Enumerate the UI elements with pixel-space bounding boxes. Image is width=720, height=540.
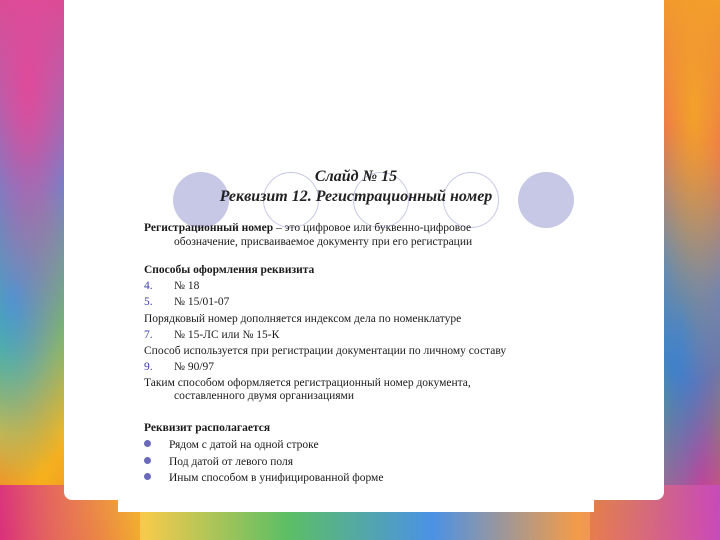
definition-line-1 <box>144 222 471 235</box>
methods-heading: Способы оформления реквизита <box>144 264 315 276</box>
slide-subtitle: Реквизит 12. Регистрационный номер <box>219 188 493 205</box>
method-note: составленного двумя организациями <box>174 390 354 402</box>
slide-title: Слайд № 15 <box>314 168 398 185</box>
method-text: № 18 <box>174 280 200 292</box>
placement-heading: Реквизит располагается <box>144 422 271 434</box>
bullet-icon <box>144 473 151 480</box>
definition-line-2: обозначение, присваиваемое документу при его регистрации <box>174 236 473 248</box>
method-number: 7. <box>144 329 153 341</box>
method-number: 4. <box>144 280 153 292</box>
placement-bullet-text: Рядом с датой на одной строке <box>169 439 319 451</box>
placement-bullet-text: Иным способом в унифицированной форме <box>169 472 384 484</box>
method-text: № 90/97 <box>174 361 215 373</box>
method-number: 5. <box>144 296 153 308</box>
definition-text: – это цифровое или буквенно-цифровое <box>273 222 472 234</box>
method-number: 9. <box>144 361 153 373</box>
method-note: Таким способом оформляется регистрационный номер документа, <box>144 377 471 389</box>
method-row <box>144 280 199 293</box>
definition-term: Регистрационный номер <box>144 222 274 234</box>
document-image <box>118 150 594 512</box>
method-note: Способ используется при регистрации документации по личному составу <box>144 345 507 357</box>
placement-bullet-text: Под датой от левого поля <box>169 456 294 468</box>
method-row <box>144 329 279 342</box>
placement-bullet <box>144 456 293 469</box>
bullet-icon <box>144 457 151 464</box>
method-row <box>144 296 229 309</box>
placement-bullet <box>144 439 319 452</box>
method-text: № 15-ЛС или № 15-К <box>174 329 280 341</box>
placement-bullet <box>144 472 383 485</box>
method-text: № 15/01-07 <box>174 296 230 308</box>
method-row <box>144 361 214 374</box>
method-note: Порядковый номер дополняется индексом дела по номенклатуре <box>144 313 462 325</box>
bullet-icon <box>144 440 151 447</box>
